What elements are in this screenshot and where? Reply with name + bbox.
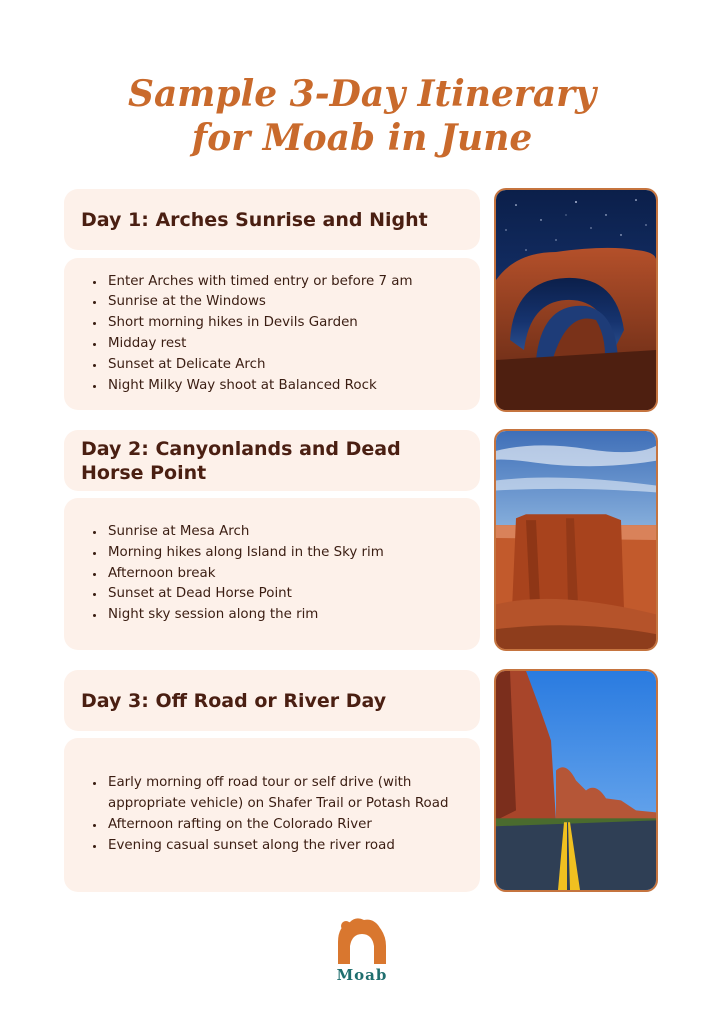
list-item: • Early morning off road tour or self drive (with xyxy=(106,773,448,794)
list-item: • Night sky session along the rim xyxy=(106,605,384,626)
list-item: • Evening casual sunset along the river road xyxy=(106,836,448,857)
list-item: • Morning hikes along Island in the Sky rim xyxy=(106,543,384,564)
day2-list-card xyxy=(64,498,480,650)
day3-heading: Day 3: Off Road or River Day xyxy=(81,689,387,712)
day2-heading-line-2: Horse Point xyxy=(81,461,207,484)
day2-photo-canyon-butte xyxy=(494,429,658,651)
day1-list xyxy=(84,272,413,397)
list-item: • Sunset at Delicate Arch xyxy=(106,355,413,376)
list-item: • Sunrise at the Windows xyxy=(106,292,413,313)
day3-photo-desert-road xyxy=(494,669,658,892)
list-item: • Midday rest xyxy=(106,334,413,355)
list-item-continuation: appropriate vehicle) on Shafer Trail or Potash Road xyxy=(108,796,449,812)
logo-text: Moab xyxy=(336,966,388,984)
day1-photo-arch-night xyxy=(494,188,658,412)
page-title xyxy=(0,72,724,160)
list-item: • Sunrise at Mesa Arch xyxy=(106,522,384,543)
day1-heading-card xyxy=(64,189,480,250)
day2-list xyxy=(84,522,384,626)
list-item: • Enter Arches with timed entry or before 7 am xyxy=(106,272,413,293)
title-line-1: Sample 3-Day Itinerary xyxy=(127,73,597,115)
day3-list-card xyxy=(64,738,480,892)
day1-heading: Day 1: Arches Sunrise and Night xyxy=(81,208,428,231)
list-item: • Afternoon break xyxy=(106,564,384,585)
list-item: • Sunset at Dead Horse Point xyxy=(106,584,384,605)
list-item: • Short morning hikes in Devils Garden xyxy=(106,313,413,334)
day1-list-card xyxy=(64,258,480,410)
moab-logo xyxy=(322,916,402,986)
day3-list xyxy=(84,773,448,856)
list-item: • Afternoon rafting on the Colorado River xyxy=(106,815,448,836)
list-item: • Night Milky Way shoot at Balanced Rock xyxy=(106,376,413,397)
day3-heading-card xyxy=(64,670,480,731)
arch-logo-icon xyxy=(334,916,390,964)
day2-heading xyxy=(81,437,401,485)
title-line-2: for Moab in June xyxy=(191,117,533,159)
day2-heading-card xyxy=(64,430,480,491)
day2-heading-line-1: Day 2: Canyonlands and Dead xyxy=(81,437,401,460)
